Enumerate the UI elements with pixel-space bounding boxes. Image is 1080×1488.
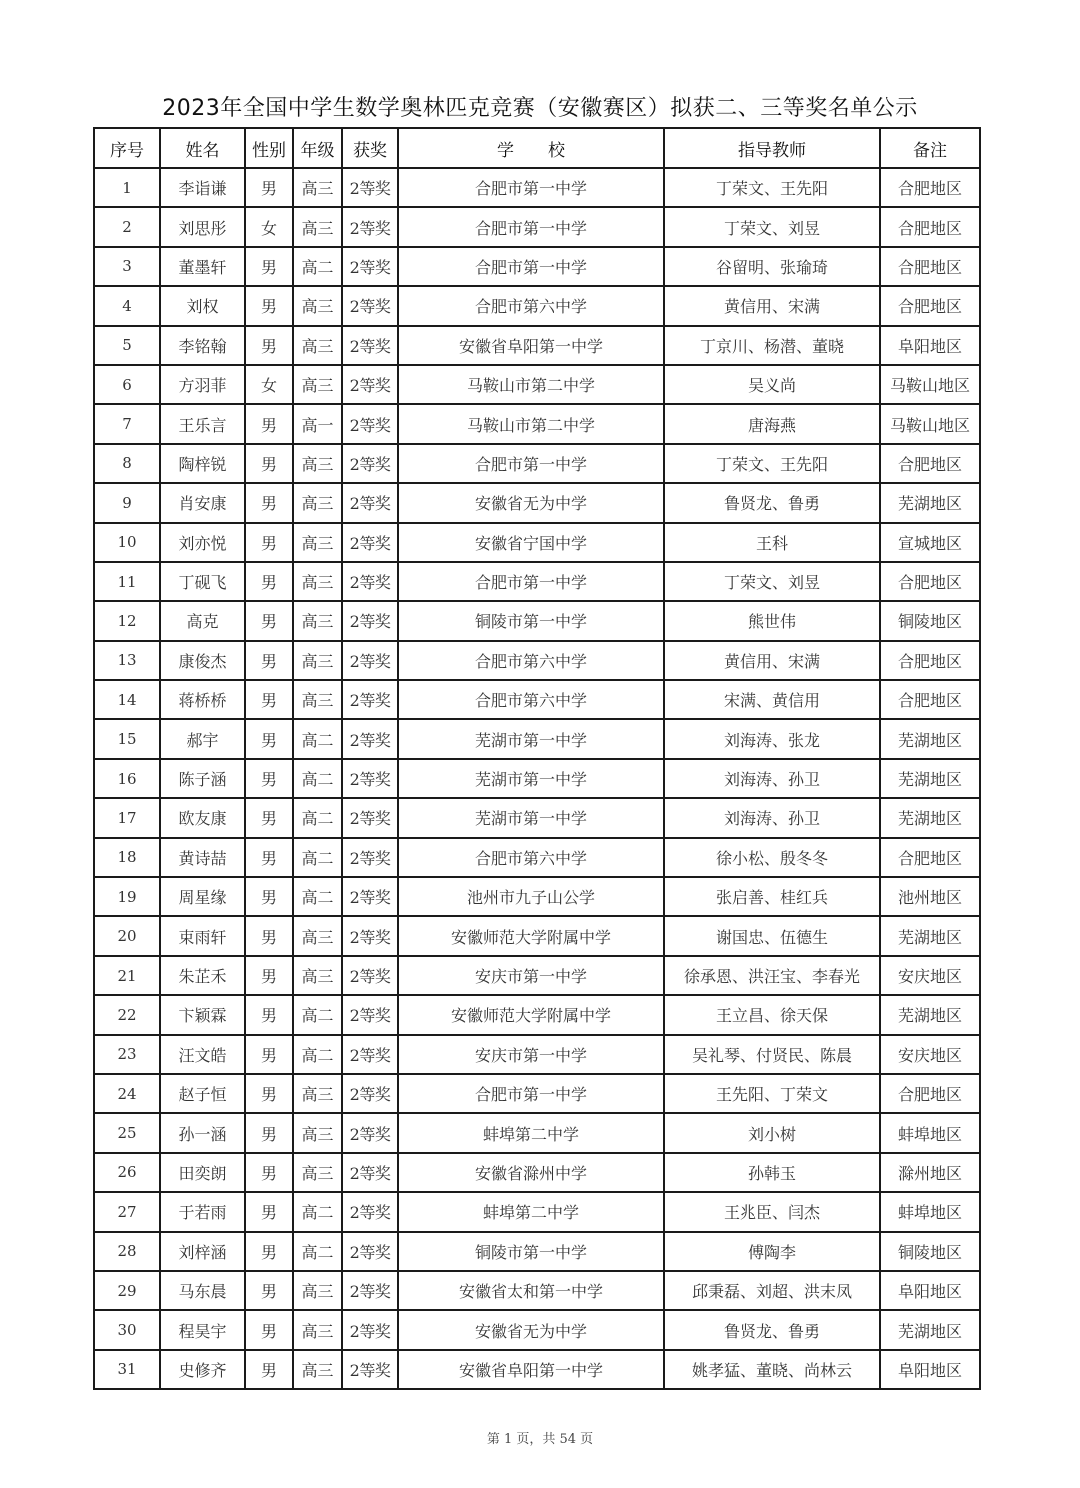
cell-award: 2等奖 <box>342 207 398 246</box>
cell-award: 2等奖 <box>342 483 398 522</box>
cell-seq: 24 <box>94 1074 160 1113</box>
cell-note: 芜湖地区 <box>880 995 980 1034</box>
cell-seq: 9 <box>94 483 160 522</box>
cell-note: 合肥地区 <box>880 207 980 246</box>
cell-teacher: 刘海涛、孙卫 <box>664 759 880 798</box>
cell-award: 2等奖 <box>342 838 398 877</box>
cell-school: 安庆市第一中学 <box>398 1035 664 1074</box>
table-row <box>94 1153 980 1192</box>
cell-name: 束雨轩 <box>160 916 245 955</box>
cell-note: 芜湖地区 <box>880 916 980 955</box>
cell-award: 2等奖 <box>342 168 398 207</box>
page-number: 第 1 页，共 54 页 <box>486 1432 594 1447</box>
cell-name: 卞颖霖 <box>160 995 245 1034</box>
cell-teacher: 谢国忠、伍德生 <box>664 916 880 955</box>
table-body <box>94 168 980 1389</box>
cell-gender: 男 <box>245 719 293 758</box>
cell-grade: 高二 <box>293 1035 342 1074</box>
table-row <box>94 247 980 286</box>
cell-award: 2等奖 <box>342 1350 398 1389</box>
column-header-gender: 性别 <box>245 128 293 168</box>
cell-note: 合肥地区 <box>880 838 980 877</box>
cell-award: 2等奖 <box>342 641 398 680</box>
cell-award: 2等奖 <box>342 956 398 995</box>
table-row <box>94 1271 980 1310</box>
cell-note: 宣城地区 <box>880 523 980 562</box>
cell-seq: 19 <box>94 877 160 916</box>
cell-name: 李铭翰 <box>160 326 245 365</box>
cell-teacher: 王立昌、徐天保 <box>664 995 880 1034</box>
cell-teacher: 丁荣文、王先阳 <box>664 444 880 483</box>
cell-award: 2等奖 <box>342 916 398 955</box>
cell-school: 合肥市第一中学 <box>398 207 664 246</box>
table-row <box>94 680 980 719</box>
cell-note: 池州地区 <box>880 877 980 916</box>
cell-school: 合肥市第六中学 <box>398 680 664 719</box>
cell-school: 芜湖市第一中学 <box>398 719 664 758</box>
cell-teacher: 宋满、黄信用 <box>664 680 880 719</box>
cell-gender: 男 <box>245 562 293 601</box>
cell-teacher: 王科 <box>664 523 880 562</box>
cell-name: 康俊杰 <box>160 641 245 680</box>
table-row <box>94 956 980 995</box>
cell-name: 赵子恒 <box>160 1074 245 1113</box>
cell-award: 2等奖 <box>342 759 398 798</box>
cell-name: 李诣谦 <box>160 168 245 207</box>
cell-school: 合肥市第六中学 <box>398 286 664 325</box>
cell-award: 2等奖 <box>342 1192 398 1231</box>
cell-seq: 22 <box>94 995 160 1034</box>
column-header-grade: 年级 <box>293 128 342 168</box>
table-header-row <box>94 128 980 168</box>
cell-award: 2等奖 <box>342 1074 398 1113</box>
cell-name: 肖安康 <box>160 483 245 522</box>
cell-teacher: 谷留明、张瑜琦 <box>664 247 880 286</box>
cell-school: 合肥市第六中学 <box>398 641 664 680</box>
cell-seq: 12 <box>94 601 160 640</box>
cell-name: 黄诗喆 <box>160 838 245 877</box>
cell-grade: 高三 <box>293 956 342 995</box>
cell-grade: 高三 <box>293 641 342 680</box>
cell-award: 2等奖 <box>342 326 398 365</box>
cell-seq: 10 <box>94 523 160 562</box>
cell-gender: 女 <box>245 365 293 404</box>
award-list-table <box>93 127 981 1390</box>
cell-school: 安徽省阜阳第一中学 <box>398 1350 664 1389</box>
cell-gender: 男 <box>245 641 293 680</box>
cell-award: 2等奖 <box>342 247 398 286</box>
cell-name: 丁砚飞 <box>160 562 245 601</box>
cell-teacher: 刘小树 <box>664 1113 880 1152</box>
cell-gender: 男 <box>245 523 293 562</box>
cell-gender: 男 <box>245 404 293 443</box>
cell-name: 刘亦悦 <box>160 523 245 562</box>
cell-name: 于若雨 <box>160 1192 245 1231</box>
column-header-school: 学 校 <box>398 128 664 168</box>
cell-grade: 高二 <box>293 759 342 798</box>
cell-gender: 男 <box>245 1310 293 1349</box>
table-row <box>94 759 980 798</box>
cell-seq: 5 <box>94 326 160 365</box>
cell-award: 2等奖 <box>342 365 398 404</box>
cell-school: 池州市九子山公学 <box>398 877 664 916</box>
cell-gender: 男 <box>245 916 293 955</box>
cell-name: 蒋桥桥 <box>160 680 245 719</box>
table-row <box>94 1232 980 1271</box>
cell-teacher: 黄信用、宋满 <box>664 641 880 680</box>
cell-grade: 高三 <box>293 207 342 246</box>
table-row <box>94 404 980 443</box>
cell-gender: 男 <box>245 1074 293 1113</box>
table-row <box>94 562 980 601</box>
cell-award: 2等奖 <box>342 1232 398 1271</box>
cell-school: 合肥市第一中学 <box>398 168 664 207</box>
cell-gender: 男 <box>245 247 293 286</box>
cell-grade: 高三 <box>293 1153 342 1192</box>
table-row <box>94 601 980 640</box>
cell-grade: 高三 <box>293 444 342 483</box>
cell-note: 芜湖地区 <box>880 759 980 798</box>
cell-grade: 高三 <box>293 601 342 640</box>
cell-note: 安庆地区 <box>880 1035 980 1074</box>
cell-name: 朱芷禾 <box>160 956 245 995</box>
cell-seq: 25 <box>94 1113 160 1152</box>
cell-award: 2等奖 <box>342 680 398 719</box>
cell-teacher: 姚孝猛、董晓、尚林云 <box>664 1350 880 1389</box>
cell-note: 芜湖地区 <box>880 483 980 522</box>
cell-grade: 高二 <box>293 1192 342 1231</box>
cell-grade: 高二 <box>293 877 342 916</box>
cell-seq: 20 <box>94 916 160 955</box>
cell-seq: 18 <box>94 838 160 877</box>
cell-grade: 高三 <box>293 1113 342 1152</box>
cell-grade: 高三 <box>293 1350 342 1389</box>
cell-note: 滁州地区 <box>880 1153 980 1192</box>
cell-grade: 高三 <box>293 483 342 522</box>
column-header-teacher: 指导教师 <box>664 128 880 168</box>
cell-note: 安庆地区 <box>880 956 980 995</box>
table-row <box>94 1192 980 1231</box>
cell-grade: 高二 <box>293 719 342 758</box>
cell-seq: 13 <box>94 641 160 680</box>
cell-name: 刘思彤 <box>160 207 245 246</box>
cell-teacher: 黄信用、宋满 <box>664 286 880 325</box>
cell-note: 马鞍山地区 <box>880 404 980 443</box>
cell-school: 合肥市第一中学 <box>398 444 664 483</box>
cell-seq: 28 <box>94 1232 160 1271</box>
cell-award: 2等奖 <box>342 404 398 443</box>
cell-award: 2等奖 <box>342 286 398 325</box>
cell-gender: 男 <box>245 168 293 207</box>
cell-seq: 3 <box>94 247 160 286</box>
cell-school: 芜湖市第一中学 <box>398 798 664 837</box>
cell-note: 阜阳地区 <box>880 1350 980 1389</box>
cell-grade: 高三 <box>293 365 342 404</box>
cell-school: 安徽省无为中学 <box>398 483 664 522</box>
cell-grade: 高二 <box>293 995 342 1034</box>
cell-school: 芜湖市第一中学 <box>398 759 664 798</box>
cell-grade: 高三 <box>293 562 342 601</box>
cell-teacher: 鲁贤龙、鲁勇 <box>664 1310 880 1349</box>
cell-seq: 16 <box>94 759 160 798</box>
cell-gender: 男 <box>245 1192 293 1231</box>
table-row <box>94 877 980 916</box>
cell-teacher: 丁荣文、刘昱 <box>664 562 880 601</box>
cell-note: 合肥地区 <box>880 1074 980 1113</box>
table-row <box>94 483 980 522</box>
cell-school: 蚌埠第二中学 <box>398 1192 664 1231</box>
column-header-note: 备注 <box>880 128 980 168</box>
cell-teacher: 丁京川、杨潜、董晓 <box>664 326 880 365</box>
table-row <box>94 1310 980 1349</box>
cell-teacher: 邱秉磊、刘超、洪末凤 <box>664 1271 880 1310</box>
table-row <box>94 444 980 483</box>
cell-name: 郝宇 <box>160 719 245 758</box>
cell-name: 刘梓涵 <box>160 1232 245 1271</box>
cell-name: 董墨轩 <box>160 247 245 286</box>
cell-gender: 男 <box>245 601 293 640</box>
cell-school: 铜陵市第一中学 <box>398 1232 664 1271</box>
cell-grade: 高二 <box>293 247 342 286</box>
cell-school: 安徽省宁国中学 <box>398 523 664 562</box>
cell-note: 铜陵地区 <box>880 1232 980 1271</box>
cell-school: 安徽省无为中学 <box>398 1310 664 1349</box>
cell-school: 合肥市第六中学 <box>398 838 664 877</box>
cell-teacher: 孙韩玉 <box>664 1153 880 1192</box>
cell-gender: 男 <box>245 483 293 522</box>
cell-name: 程昊宇 <box>160 1310 245 1349</box>
cell-award: 2等奖 <box>342 523 398 562</box>
cell-grade: 高一 <box>293 404 342 443</box>
cell-teacher: 徐承恩、洪汪宝、李春光 <box>664 956 880 995</box>
table-row <box>94 916 980 955</box>
cell-grade: 高三 <box>293 1074 342 1113</box>
cell-award: 2等奖 <box>342 719 398 758</box>
cell-award: 2等奖 <box>342 1113 398 1152</box>
cell-teacher: 丁荣文、刘昱 <box>664 207 880 246</box>
cell-award: 2等奖 <box>342 444 398 483</box>
table-row <box>94 207 980 246</box>
cell-gender: 男 <box>245 1232 293 1271</box>
cell-seq: 11 <box>94 562 160 601</box>
cell-grade: 高三 <box>293 326 342 365</box>
cell-teacher: 丁荣文、王先阳 <box>664 168 880 207</box>
cell-name: 孙一涵 <box>160 1113 245 1152</box>
page-title: 2023年全国中学生数学奥林匹克竞赛（安徽赛区）拟获二、三等奖名单公示 <box>162 95 918 121</box>
column-header-name: 姓名 <box>160 128 245 168</box>
cell-name: 王乐言 <box>160 404 245 443</box>
cell-seq: 15 <box>94 719 160 758</box>
cell-teacher: 唐海燕 <box>664 404 880 443</box>
cell-note: 芜湖地区 <box>880 798 980 837</box>
cell-teacher: 吴义尚 <box>664 365 880 404</box>
cell-note: 合肥地区 <box>880 168 980 207</box>
cell-note: 芜湖地区 <box>880 1310 980 1349</box>
cell-seq: 30 <box>94 1310 160 1349</box>
cell-gender: 男 <box>245 877 293 916</box>
table-row <box>94 838 980 877</box>
cell-teacher: 刘海涛、孙卫 <box>664 798 880 837</box>
cell-teacher: 徐小松、殷冬冬 <box>664 838 880 877</box>
cell-note: 铜陵地区 <box>880 601 980 640</box>
cell-gender: 男 <box>245 838 293 877</box>
table-row <box>94 365 980 404</box>
cell-gender: 男 <box>245 1271 293 1310</box>
cell-award: 2等奖 <box>342 877 398 916</box>
cell-grade: 高三 <box>293 1271 342 1310</box>
cell-name: 马东晨 <box>160 1271 245 1310</box>
cell-seq: 14 <box>94 680 160 719</box>
cell-grade: 高二 <box>293 798 342 837</box>
cell-note: 合肥地区 <box>880 286 980 325</box>
cell-name: 田奕朗 <box>160 1153 245 1192</box>
column-header-seq: 序号 <box>94 128 160 168</box>
cell-award: 2等奖 <box>342 562 398 601</box>
table-row <box>94 798 980 837</box>
cell-name: 高克 <box>160 601 245 640</box>
cell-seq: 23 <box>94 1035 160 1074</box>
cell-gender: 男 <box>245 1350 293 1389</box>
cell-grade: 高三 <box>293 1310 342 1349</box>
table-row <box>94 1035 980 1074</box>
cell-gender: 男 <box>245 1113 293 1152</box>
column-header-award: 获奖 <box>342 128 398 168</box>
cell-gender: 男 <box>245 326 293 365</box>
cell-gender: 男 <box>245 1153 293 1192</box>
cell-seq: 21 <box>94 956 160 995</box>
cell-seq: 27 <box>94 1192 160 1231</box>
table-row <box>94 523 980 562</box>
cell-seq: 8 <box>94 444 160 483</box>
table-row <box>94 719 980 758</box>
cell-teacher: 刘海涛、张龙 <box>664 719 880 758</box>
cell-seq: 4 <box>94 286 160 325</box>
cell-award: 2等奖 <box>342 1310 398 1349</box>
cell-award: 2等奖 <box>342 601 398 640</box>
table-row <box>94 1113 980 1152</box>
cell-grade: 高三 <box>293 168 342 207</box>
cell-gender: 男 <box>245 286 293 325</box>
cell-gender: 男 <box>245 798 293 837</box>
cell-seq: 26 <box>94 1153 160 1192</box>
cell-note: 合肥地区 <box>880 562 980 601</box>
cell-note: 阜阳地区 <box>880 326 980 365</box>
cell-teacher: 傅陶李 <box>664 1232 880 1271</box>
cell-name: 刘权 <box>160 286 245 325</box>
cell-grade: 高三 <box>293 523 342 562</box>
cell-grade: 高三 <box>293 680 342 719</box>
cell-teacher: 王兆臣、闫杰 <box>664 1192 880 1231</box>
cell-gender: 女 <box>245 207 293 246</box>
cell-grade: 高三 <box>293 286 342 325</box>
cell-grade: 高三 <box>293 916 342 955</box>
cell-award: 2等奖 <box>342 798 398 837</box>
cell-name: 陈子涵 <box>160 759 245 798</box>
cell-award: 2等奖 <box>342 1153 398 1192</box>
table-row <box>94 168 980 207</box>
table-row <box>94 286 980 325</box>
cell-seq: 31 <box>94 1350 160 1389</box>
cell-seq: 29 <box>94 1271 160 1310</box>
cell-gender: 男 <box>245 956 293 995</box>
cell-note: 合肥地区 <box>880 641 980 680</box>
cell-teacher: 吴礼琴、付贤民、陈晨 <box>664 1035 880 1074</box>
cell-seq: 6 <box>94 365 160 404</box>
table-row <box>94 995 980 1034</box>
cell-seq: 2 <box>94 207 160 246</box>
cell-award: 2等奖 <box>342 1271 398 1310</box>
cell-teacher: 张启善、桂红兵 <box>664 877 880 916</box>
cell-school: 安徽省阜阳第一中学 <box>398 326 664 365</box>
cell-gender: 男 <box>245 995 293 1034</box>
cell-gender: 男 <box>245 444 293 483</box>
cell-name: 周星缘 <box>160 877 245 916</box>
cell-gender: 男 <box>245 1035 293 1074</box>
cell-gender: 男 <box>245 680 293 719</box>
cell-school: 合肥市第一中学 <box>398 247 664 286</box>
cell-school: 安徽师范大学附属中学 <box>398 995 664 1034</box>
cell-note: 合肥地区 <box>880 247 980 286</box>
cell-note: 合肥地区 <box>880 444 980 483</box>
cell-teacher: 熊世伟 <box>664 601 880 640</box>
cell-school: 合肥市第一中学 <box>398 1074 664 1113</box>
cell-school: 安庆市第一中学 <box>398 956 664 995</box>
cell-school: 安徽省滁州中学 <box>398 1153 664 1192</box>
table-row <box>94 326 980 365</box>
cell-grade: 高二 <box>293 1232 342 1271</box>
cell-school: 马鞍山市第二中学 <box>398 365 664 404</box>
cell-gender: 男 <box>245 759 293 798</box>
cell-school: 合肥市第一中学 <box>398 562 664 601</box>
cell-grade: 高二 <box>293 838 342 877</box>
cell-school: 铜陵市第一中学 <box>398 601 664 640</box>
cell-name: 方羽菲 <box>160 365 245 404</box>
cell-school: 蚌埠第二中学 <box>398 1113 664 1152</box>
cell-name: 史修齐 <box>160 1350 245 1389</box>
cell-note: 阜阳地区 <box>880 1271 980 1310</box>
cell-name: 汪文皓 <box>160 1035 245 1074</box>
cell-note: 芜湖地区 <box>880 719 980 758</box>
table-row <box>94 1350 980 1389</box>
cell-seq: 1 <box>94 168 160 207</box>
table-row <box>94 1074 980 1113</box>
table-row <box>94 641 980 680</box>
cell-seq: 17 <box>94 798 160 837</box>
cell-award: 2等奖 <box>342 1035 398 1074</box>
cell-teacher: 鲁贤龙、鲁勇 <box>664 483 880 522</box>
cell-note: 马鞍山地区 <box>880 365 980 404</box>
cell-school: 马鞍山市第二中学 <box>398 404 664 443</box>
cell-school: 安徽省太和第一中学 <box>398 1271 664 1310</box>
cell-school: 安徽师范大学附属中学 <box>398 916 664 955</box>
cell-note: 合肥地区 <box>880 680 980 719</box>
cell-seq: 7 <box>94 404 160 443</box>
cell-name: 陶梓锐 <box>160 444 245 483</box>
cell-note: 蚌埠地区 <box>880 1113 980 1152</box>
cell-teacher: 王先阳、丁荣文 <box>664 1074 880 1113</box>
cell-note: 蚌埠地区 <box>880 1192 980 1231</box>
cell-name: 欧友康 <box>160 798 245 837</box>
cell-award: 2等奖 <box>342 995 398 1034</box>
